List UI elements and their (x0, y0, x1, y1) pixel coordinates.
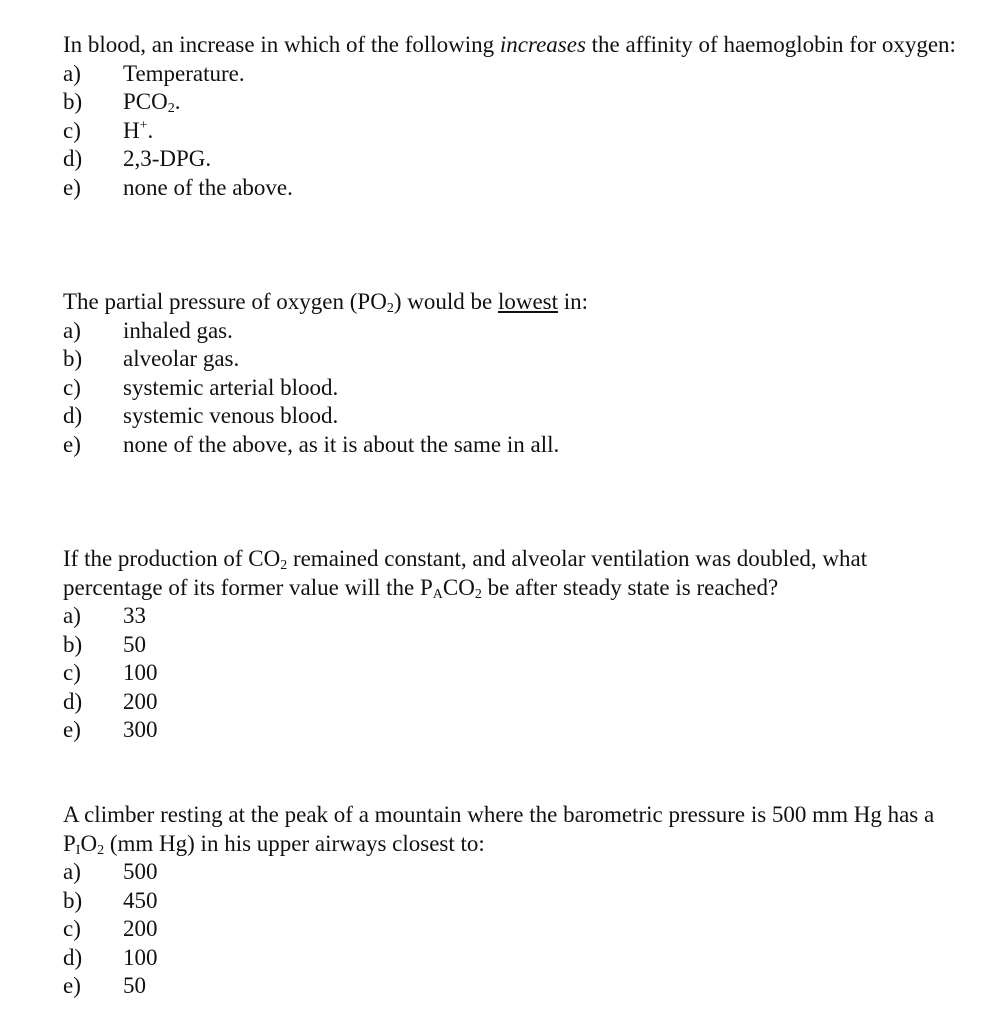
option-c: c) 200 (63, 916, 158, 941)
option-b: b) 50 (63, 631, 146, 657)
question-stem: If the production of $CO_2$ remained constant, and alveolar ventilation was doubled, what percentage of its former value will the $P_ACO_2$ be after steady state is reached? (63, 546, 868, 602)
option-e: e) 50 (63, 973, 146, 998)
option-d: d) 2,3-DPG. (63, 146, 212, 171)
question-2 (63, 288, 963, 459)
option-a: a) 33 (63, 603, 146, 628)
option-b: b) 450 (63, 887, 158, 913)
option-c: c) systemic arterial blood. (63, 374, 339, 400)
option-b: b) $PCO_2$. (63, 89, 181, 116)
option-a: a) inhaled gas. (63, 317, 233, 343)
question-4 (63, 801, 963, 1001)
options-list (63, 60, 963, 203)
options-list (63, 602, 963, 745)
question-stem: In blood, an increase in which of the following increases the affinity of haemoglobin for oxygen: (63, 32, 956, 57)
question-stem: A climber resting at the peak of a mountain where the barometric pressure is 500 mm Hg has a $P_IO_2$ (mm Hg) in his upper airways closest to: (63, 802, 935, 858)
question-stem: The partial pressure of oxygen $(PO_2)$ would be lowest in: (63, 289, 589, 316)
option-d: d) 100 (63, 944, 158, 970)
option-b: b) alveolar gas. (63, 346, 240, 371)
option-c: c) H+. (63, 117, 154, 143)
underlined-word: lowest (497, 289, 559, 314)
question-1 (63, 31, 963, 202)
question-3 (63, 545, 963, 745)
option-e: e) none of the above, as it is about the same in all. (63, 431, 560, 457)
option-a: a) Temperature. (63, 60, 245, 86)
option-d: d) 200 (63, 688, 158, 714)
option-d: d) systemic venous blood. (63, 403, 339, 428)
option-a: a) 500 (63, 859, 158, 884)
option-e: e) 300 (63, 717, 158, 742)
options-list (63, 858, 963, 1001)
option-e: e) none of the above. (63, 174, 293, 200)
options-list (63, 317, 963, 460)
option-c: c) 100 (63, 660, 158, 685)
emphasis: increases (499, 32, 586, 57)
